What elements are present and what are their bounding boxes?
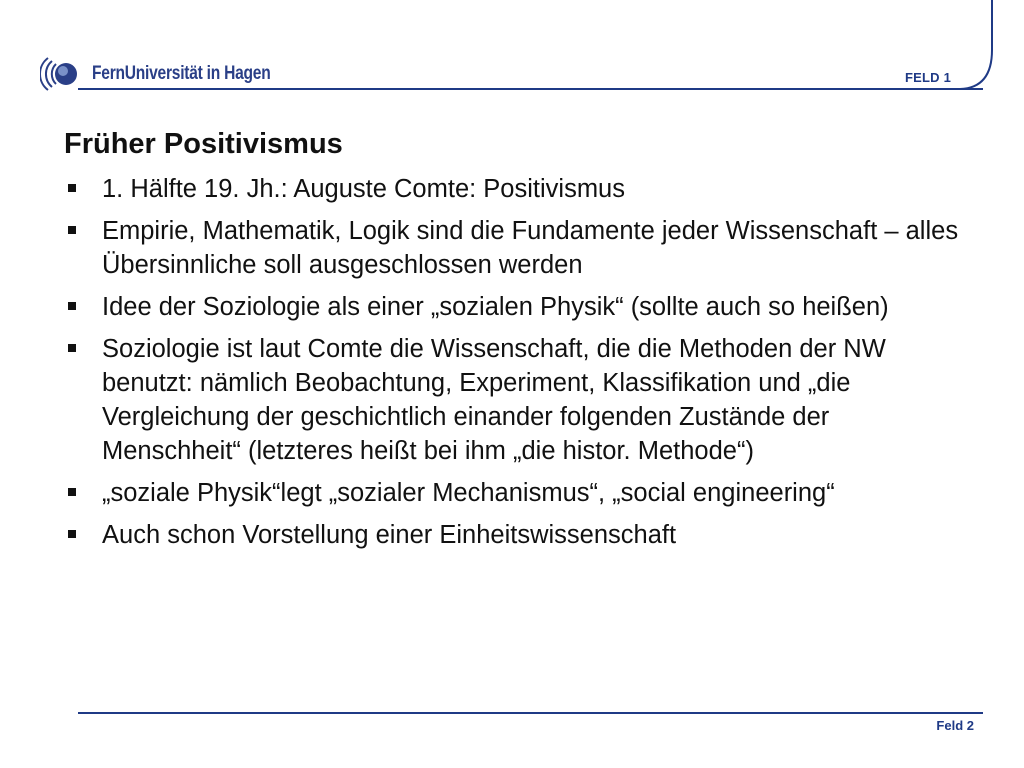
square-bullet-icon (68, 226, 76, 234)
slide-title: Früher Positivismus (64, 128, 343, 160)
header-divider (78, 88, 983, 90)
square-bullet-icon (68, 530, 76, 538)
square-bullet-icon (68, 488, 76, 496)
footer-divider (78, 712, 983, 714)
bullet-text: 1. Hälfte 19. Jh.: Auguste Comte: Positivismus (102, 175, 625, 203)
bullet-item (64, 476, 969, 510)
bullet-list (64, 172, 969, 560)
bullet-item (64, 332, 969, 468)
bullet-text: Idee der Soziologie als einer „sozialen Physik“ (sollte auch so heißen) (102, 293, 889, 321)
bullet-text: „soziale Physik“legt „sozialer Mechanismus“, „social engineering“ (102, 479, 835, 507)
square-bullet-icon (68, 184, 76, 192)
header-corner-curve (960, 0, 1000, 92)
bullet-item (64, 518, 969, 552)
bullet-text: Auch schon Vorstellung einer Einheitswissenschaft (102, 521, 677, 549)
logo-text: FernUniversität in Hagen (92, 63, 271, 84)
header-field-label: FELD 1 (905, 70, 951, 85)
square-bullet-icon (68, 302, 76, 310)
footer-field-label: Feld 2 (936, 718, 974, 733)
bullet-text: Empirie, Mathematik, Logik sind die Fundamente jeder Wissenschaft – alles Übersinnliche soll ausgeschlossen werden (102, 217, 959, 279)
bullet-text: Soziologie ist laut Comte die Wissenschaft, die die Methoden der NW benutzt: nämlich Beobachtung, Experiment, Klassifikation und „die Vergleichung der geschichtlich einander folgenden Zustände der Menschheit“ (letzteres heißt bei ihm „die histor. Methode“) (102, 335, 886, 465)
bullet-item (64, 214, 969, 282)
square-bullet-icon (68, 344, 76, 352)
bullet-item (64, 290, 969, 324)
bullet-item (64, 172, 969, 206)
